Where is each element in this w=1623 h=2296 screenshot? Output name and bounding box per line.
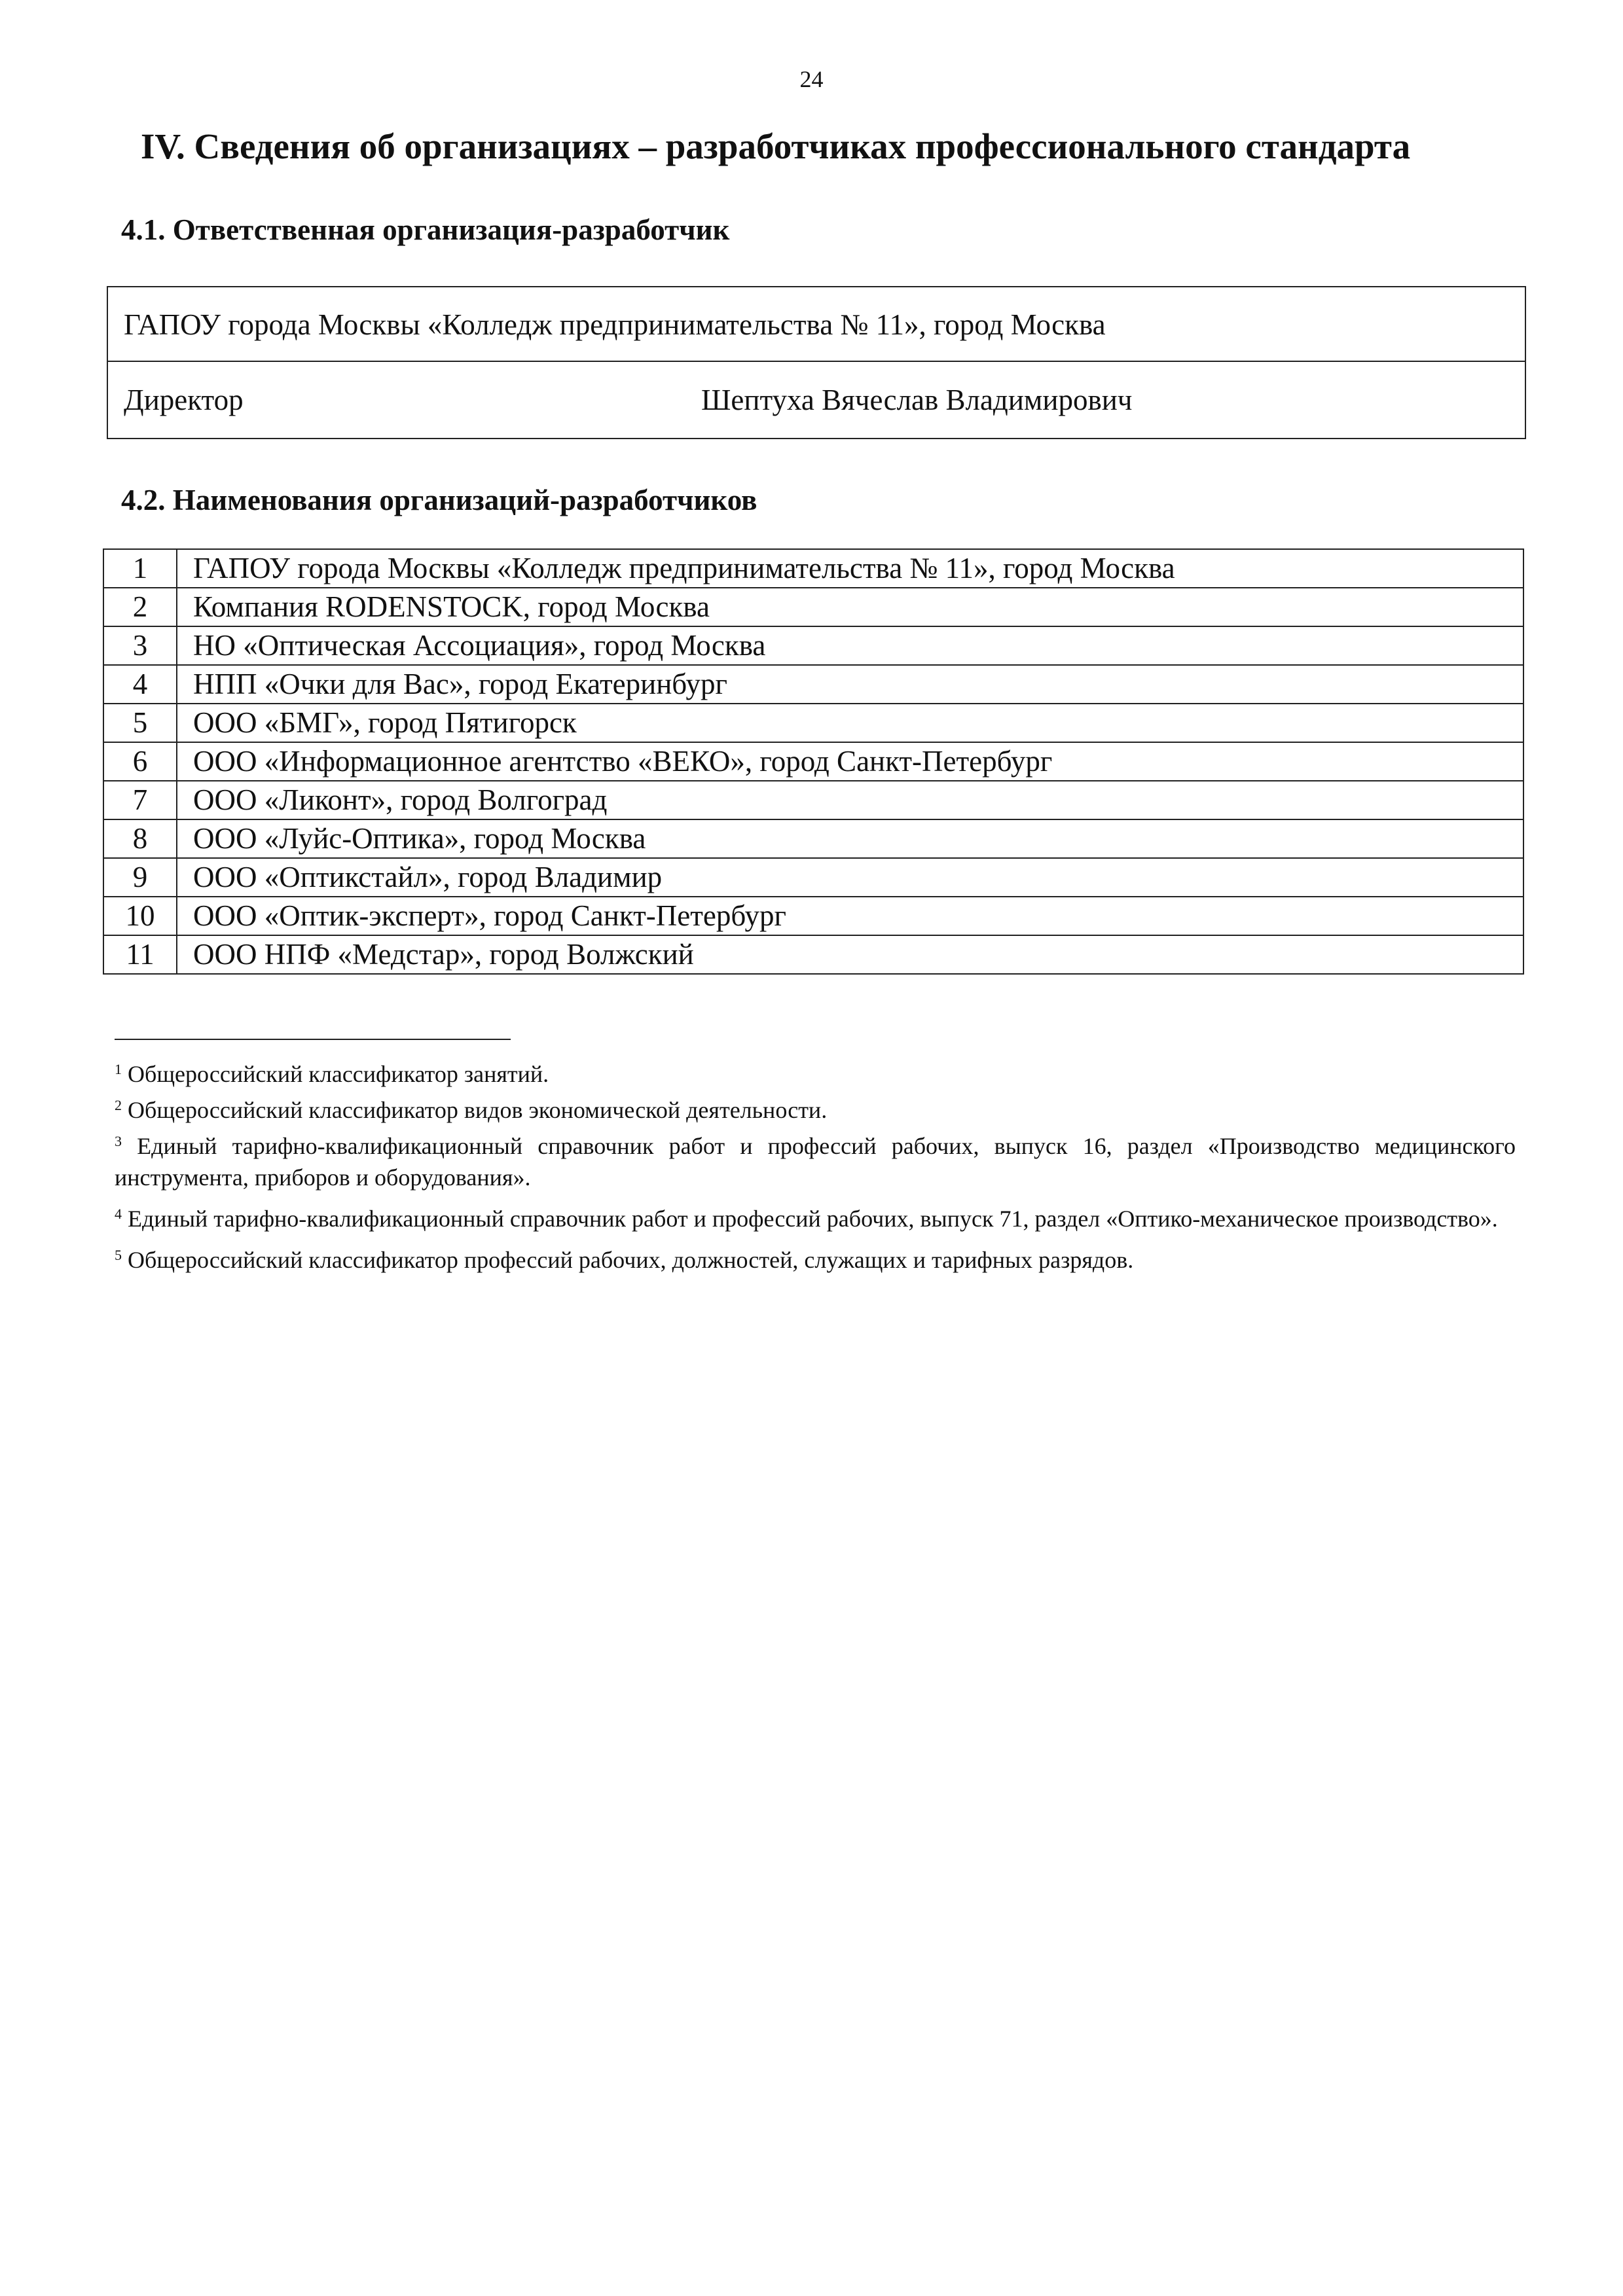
- responsible-org-heading: 4.1. Ответственная организация-разработчик: [121, 213, 730, 246]
- table-row: [103, 626, 1523, 665]
- signatory-name: Шептуха Вячеслав Владимирович: [701, 384, 1133, 416]
- section-title: IV. Сведения об организациях – разработчиках профессионального стандарта: [141, 126, 1411, 166]
- footnote-mark: 2: [115, 1097, 122, 1113]
- footnote-3: [115, 1126, 1516, 1193]
- org-name: ООО НПФ «Медстар», город Волжский: [177, 935, 1523, 974]
- org-name: ООО «Луйс-Оптика», город Москва: [177, 819, 1523, 858]
- footnote-5: [115, 1240, 1516, 1276]
- footnote-text: Общероссийский классификатор профессий рабочих, должностей, служащих и тарифных разрядов.: [128, 1247, 1134, 1273]
- responsible-signatory-row: [108, 362, 1525, 438]
- signatory-role: Директор: [124, 384, 244, 416]
- table-row: [103, 781, 1523, 819]
- row-number: 11: [103, 935, 177, 974]
- row-number: 10: [103, 897, 177, 935]
- page-number: 24: [799, 66, 824, 92]
- footnote-text: Общероссийский классификатор занятий.: [128, 1061, 549, 1087]
- org-name: ООО «Ликонт», город Волгоград: [177, 781, 1523, 819]
- org-name: ООО «Оптик-эксперт», город Санкт-Петербург: [177, 897, 1523, 935]
- footnote-text: Единый тарифно-квалификационный справочник работ и профессий рабочих, выпуск 16, раздел «Производство медицинского инструмента, приборов и оборудования».: [115, 1133, 1516, 1191]
- footnote-mark: 5: [115, 1247, 122, 1263]
- footnote-2: [115, 1090, 1516, 1126]
- org-name: НО «Оптическая Ассоциация», город Москва: [177, 626, 1523, 665]
- responsible-org-name: ГАПОУ города Москвы «Колледж предпринимательства № 11», город Москва: [108, 287, 1525, 362]
- org-name: ГАПОУ города Москвы «Колледж предпринимательства № 11», город Москва: [177, 549, 1523, 588]
- row-number: 9: [103, 858, 177, 897]
- footnote-mark: 1: [115, 1061, 122, 1077]
- row-number: 8: [103, 819, 177, 858]
- table-row: [103, 549, 1523, 588]
- row-number: 2: [103, 588, 177, 626]
- footnote-4: [115, 1198, 1516, 1234]
- org-name: ООО «БМГ», город Пятигорск: [177, 704, 1523, 742]
- table-row: [103, 935, 1523, 974]
- table-row: [103, 819, 1523, 858]
- row-number: 6: [103, 742, 177, 781]
- footnote-1: [115, 1054, 1516, 1090]
- footnote-mark: 3: [115, 1133, 122, 1149]
- org-name: НПП «Очки для Вас», город Екатеринбург: [177, 665, 1523, 704]
- table-row: [103, 665, 1523, 704]
- footnotes: [115, 1054, 1516, 1276]
- table-row: [103, 742, 1523, 781]
- table-row: [103, 588, 1523, 626]
- footnote-mark: 4: [115, 1206, 122, 1222]
- row-number: 7: [103, 781, 177, 819]
- footnote-separator: [115, 1039, 511, 1040]
- table-row: [103, 858, 1523, 897]
- org-name: ООО «Информационное агентство «ВЕКО», город Санкт-Петербург: [177, 742, 1523, 781]
- row-number: 3: [103, 626, 177, 665]
- developer-orgs-heading: 4.2. Наименования организаций-разработчиков: [121, 484, 757, 516]
- developer-orgs-table: [103, 548, 1524, 975]
- org-name: ООО «Оптикстайл», город Владимир: [177, 858, 1523, 897]
- row-number: 1: [103, 549, 177, 588]
- table-row: [103, 897, 1523, 935]
- table-row: [103, 704, 1523, 742]
- org-name: Компания RODENSTOCK, город Москва: [177, 588, 1523, 626]
- row-number: 5: [103, 704, 177, 742]
- footnote-text: Единый тарифно-квалификационный справочник работ и профессий рабочих, выпуск 71, раздел «Оптико-механическое производство».: [128, 1206, 1498, 1232]
- responsible-org-box: [107, 286, 1526, 439]
- footnote-text: Общероссийский классификатор видов экономической деятельности.: [128, 1097, 828, 1123]
- row-number: 4: [103, 665, 177, 704]
